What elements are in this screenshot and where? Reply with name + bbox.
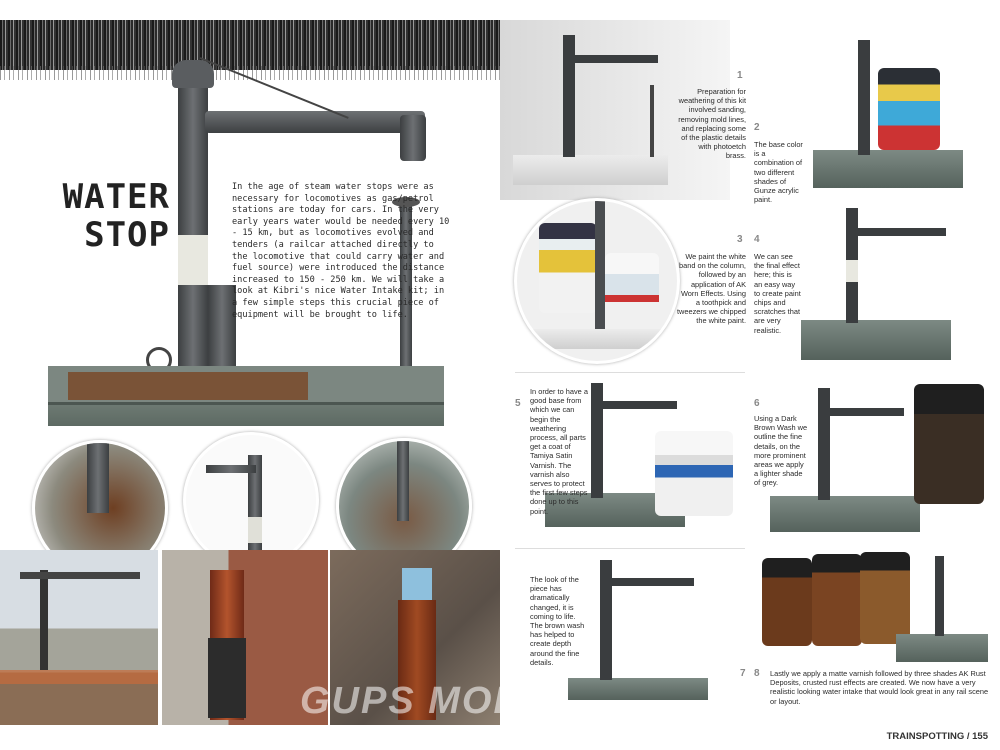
step1-base (513, 155, 668, 185)
step8-base (896, 634, 988, 662)
step1-number: 1 (737, 70, 743, 81)
step4-band (846, 260, 858, 282)
step8-column (935, 556, 944, 636)
step7-number: 7 (740, 668, 746, 679)
page-footer (887, 731, 988, 742)
detail-column (87, 443, 109, 513)
section-divider (515, 372, 745, 373)
detail-crane-band (248, 517, 262, 543)
step5-varnish-jar (655, 431, 733, 516)
step6-number: 6 (754, 398, 760, 409)
step1-text: Preparation for weathering of this kit involved sanding, removing mold lines, and replacing some of the plastic details with photoetch brass. (678, 87, 746, 161)
step2-base (813, 150, 963, 188)
step2-paint-jar (878, 68, 940, 150)
ref-fence (0, 670, 158, 684)
step7-text: The look of the piece has dramatically changed, it is coming to life. The brown wash has helped to create depth around the fine details. (530, 575, 585, 667)
step2-photo (808, 30, 993, 195)
crane-spout (400, 115, 426, 161)
step3-worn-effects-jar (539, 223, 597, 313)
detail-crane-arm (206, 465, 256, 473)
step6-arm (824, 408, 904, 416)
step7-base (568, 678, 708, 700)
step4-photo (796, 200, 996, 370)
ref-crane-column (40, 570, 48, 670)
detail-circle-crane (183, 432, 319, 568)
step5-number: 5 (515, 398, 521, 409)
crane-cap (172, 60, 214, 88)
step3-tamiya-jar (605, 253, 659, 323)
step6-wash-jar (914, 384, 984, 504)
step4-number: 4 (754, 234, 760, 245)
crane-column (178, 75, 208, 385)
step8-rust-jar-1 (762, 558, 812, 646)
step8-number: 8 (754, 668, 760, 679)
ref-hydrant-blue-cap (402, 568, 432, 602)
step8-photo (760, 550, 995, 665)
ref-hydrant-base (208, 638, 246, 718)
step1-post (650, 85, 654, 157)
step5-arm (597, 401, 677, 409)
step8-rust-jar-3 (860, 552, 910, 644)
step1-arm (568, 55, 658, 63)
crane-arm (205, 111, 425, 133)
crane-tie-rod (200, 57, 349, 119)
step8-rust-jar-2 (812, 554, 862, 646)
step3-number: 3 (737, 234, 743, 245)
reference-photo-water-crane (0, 550, 158, 725)
step1-column (563, 35, 575, 157)
step4-base (801, 320, 951, 360)
step6-text: Using a Dark Brown Wash we outline the fine details, on the more prominent areas we apply a lighter shade of grey. (754, 414, 808, 488)
detail-valve-post (397, 441, 409, 521)
footer-separator: / (966, 731, 970, 742)
step7-arm (606, 578, 694, 586)
step3-column (595, 201, 605, 341)
step6-column (818, 388, 830, 500)
crane-white-band (178, 235, 208, 285)
step1-photo (508, 25, 673, 190)
title-line-2: STOP (84, 215, 170, 255)
footer-page-number: 155 (972, 731, 988, 742)
step4-arm (851, 228, 946, 236)
step3-text: We paint the white band on the column, followed by an application of AK Worn Effects. Using a toothpick and tweezers we chipped the white paint. (676, 252, 746, 326)
step5-text: In order to have a good base from which we can begin the weathering process, all parts get a coat of Tamiya Satin Varnish. The varnish also serves to protect the first few steps done up to this point. (530, 387, 588, 516)
step3-base (527, 329, 667, 349)
step3-photo (514, 198, 680, 364)
step2-column (858, 40, 870, 155)
article-title (52, 178, 170, 254)
step6-base (770, 496, 920, 532)
hero-base-rust-plate (68, 372, 308, 400)
footer-section: TRAINSPOTTING (886, 731, 965, 742)
title-line-1: WATER (62, 177, 170, 217)
step4-text: We can see the final effect here; this is an easy way to create paint chips and scratches that are very realistic. (754, 252, 801, 335)
step8-text: Lastly we apply a matte varnish followed by three shades AK Rust Deposits, crusted rust effects are created. We now have a very realistic looking water intake that would look great in any rail scene or layout. (770, 669, 989, 706)
intro-text: In the age of steam water stops were as necessary for locomotives as gas/petrol stations are today for cars. In the very early years water would be needed every 10 - 15 km, but as locomotives evolved and tenders (a railcar attached directly to the locomotive that could carry water and fuel source) were introduced the distance increased to 150 - 250 km. We will take a look at Kibri's nice Water Intake kit; in a few simple steps this crucial piece of equipment will be brought to life. (232, 182, 450, 320)
step2-text: The base color is a combination of two different shades of Gunze acrylic paint. (754, 140, 803, 205)
watermark: GUPS MODEL (300, 680, 576, 722)
ref-crane-arm (20, 572, 140, 579)
step7-photo (568, 548, 718, 698)
step2-number: 2 (754, 122, 760, 133)
